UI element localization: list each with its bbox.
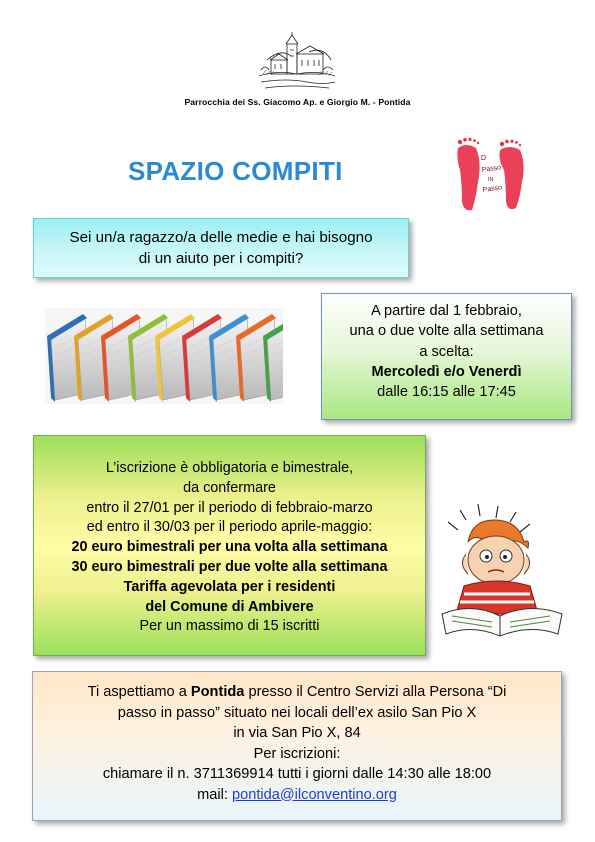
schedule-line-1: A partire dal 1 febbraio,: [371, 303, 522, 319]
enrollment-line-4: ed entro il 30/03 per il periodo aprile-maggio:: [86, 519, 373, 536]
schedule-days: Mercoledì e/o Venerdì: [371, 363, 522, 380]
contact-box: [32, 671, 562, 821]
mail-label: mail:: [197, 786, 232, 803]
reduced-rate-line-2: del Comune di Ambivere: [145, 598, 314, 615]
logo-text-passo-1: Passo: [481, 164, 502, 174]
logo-text-passo-2: Passo: [482, 184, 503, 194]
logo-text-in: IN: [488, 177, 494, 183]
question-box: [33, 218, 409, 278]
enrollment-line-2: da confermare: [183, 479, 276, 496]
contact-place: Pontida: [190, 684, 245, 700]
footprints-logo: [452, 136, 532, 216]
page-title: SPAZIO COMPITI: [128, 156, 343, 186]
student-illustration: [438, 502, 566, 638]
contact-phone-line: chiamare il n. 3711369914 tutti i giorni dalle 14:30 alle 18:00: [102, 766, 492, 782]
contact-line-2: passo in passo” situato nei locali dell’ex asilo San Pio X: [117, 704, 477, 721]
schedule-box: [321, 293, 572, 420]
contact-line-1-pre: Ti aspettiamo a: [87, 684, 191, 700]
question-line-2: di un aiuto per i compiti?: [138, 250, 304, 267]
parish-line: Parrocchia dei Ss. Giacomo Ap. e Giorgio M. - Pontida: [184, 97, 411, 107]
church-logo: [257, 30, 337, 92]
logo-text-d: D: [481, 155, 487, 162]
books-image: [45, 308, 283, 404]
contact-mail-line: [33, 785, 561, 806]
schedule-line-2: una o due volte alla settimana: [349, 323, 544, 340]
max-enrollment: Per un massimo di 15 iscritti: [139, 618, 320, 635]
price-once-weekly: 20 euro bimestrali per una volta alla settimana: [71, 539, 388, 556]
enrollment-line-3: entro il 27/01 per il periodo di febbraio-marzo: [86, 499, 373, 516]
contact-line-1-post: presso il Centro Servizi alla Persona “Di: [244, 684, 507, 700]
price-twice-weekly: 30 euro bimestrali per due volte alla settimana: [71, 558, 388, 575]
question-line-1: Sei un/a ragazzo/a delle medie e hai bisogno: [69, 229, 373, 246]
reduced-rate-line-1: Tariffa agevolata per i residenti: [123, 578, 336, 595]
schedule-hours: dalle 16:15 alle 17:45: [377, 384, 516, 401]
email-link[interactable]: pontida@ilconventino.org: [231, 786, 397, 803]
enrollment-line-1: L’iscrizione è obbligatoria e bimestrale,: [105, 460, 354, 476]
contact-address: in via San Pio X, 84: [233, 725, 361, 741]
schedule-line-3: a scelta:: [419, 343, 474, 360]
enrollment-box: [33, 435, 426, 656]
contact-line-1: [33, 682, 561, 703]
contact-subscriptions-label: Per iscrizioni:: [253, 745, 341, 762]
